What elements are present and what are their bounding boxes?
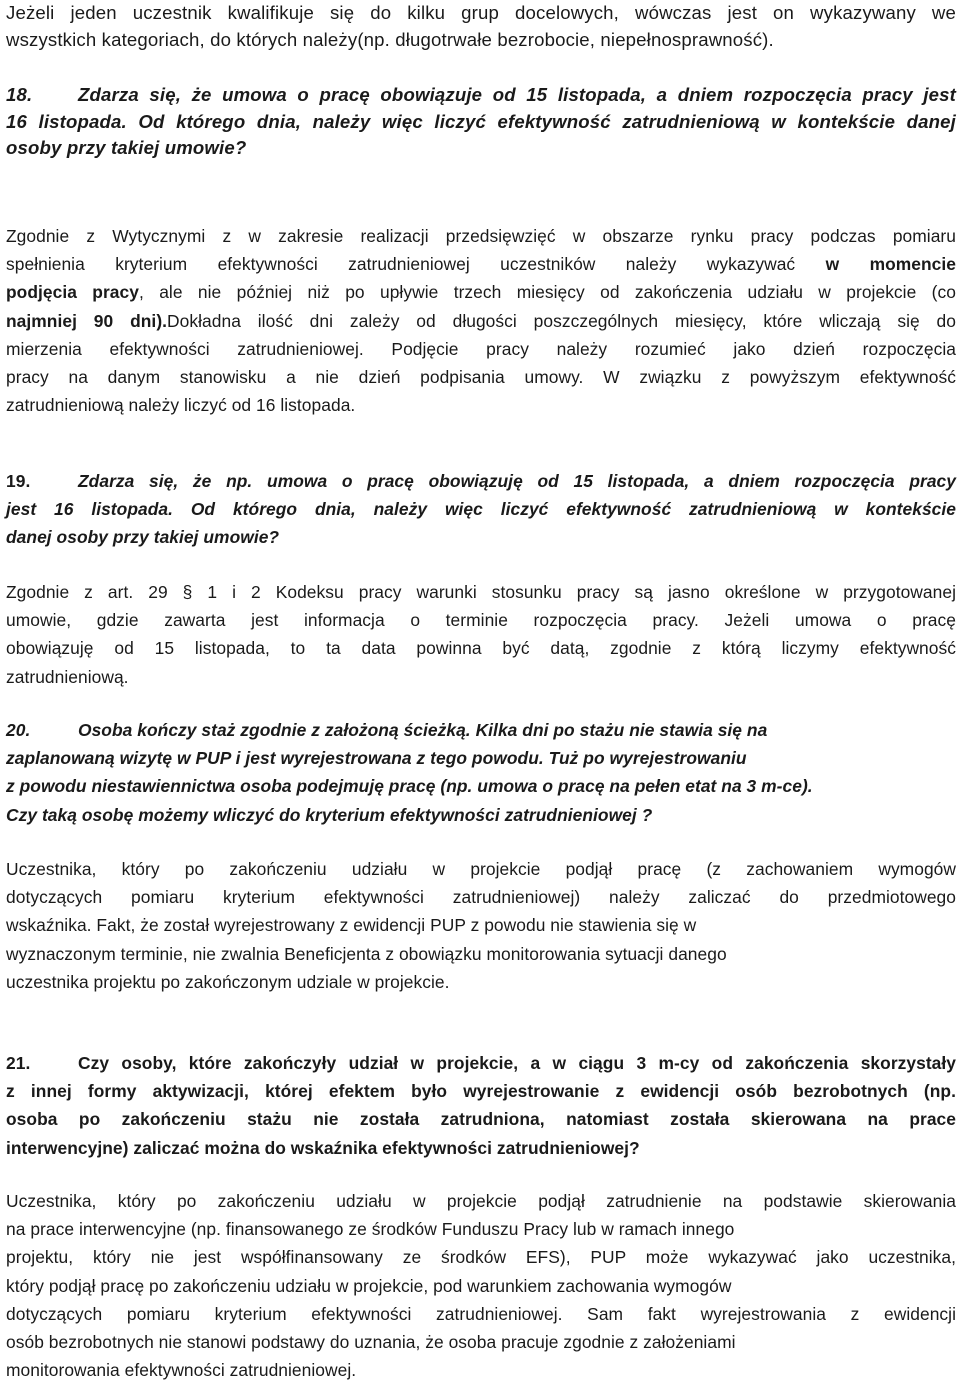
q18-answer-line: mierzenia efektywności zatrudnieniowej. Podjęcie pracy należy rozumieć jako dzień rozpoczęcia xyxy=(6,338,956,359)
q20-question-line: z powodu niestawiennictwa osoba podejmuję pracę (np. umowa o pracę na pełen etat na 3 m-ce). xyxy=(6,776,813,797)
q20-answer-line: Uczestnika, który po zakończeniu udziału w projekcie podjął pracę (z zachowaniem wymogów xyxy=(6,859,956,879)
q20-question-line: zaplanowaną wizytę w PUP i jest wyrejestrowana z tego powodu. Tuż po wyrejestrowaniu xyxy=(6,748,747,769)
q19-answer-line: zatrudnieniową. xyxy=(6,666,129,687)
q21-answer-line: dotyczących pomiaru kryterium efektywności zatrudnieniowej. Sam fakt wyrejestrowania z ewidencji xyxy=(6,1303,956,1324)
q21-question-line: z innej formy aktywizacji, której efektem było wyrejestrowanie z ewidencji osób bezrobotnych (np. xyxy=(6,1081,956,1102)
q21-question xyxy=(6,1049,956,1162)
q21-answer-line: który podjął pracę po zakończeniu udziału w projekcie, pod warunkiem zachowania wymogów xyxy=(6,1275,732,1296)
q18-answer-line: najmniej 90 dni).Dokładna ilość dni zależy od długości poszczególnych miesięcy, które wliczają się do xyxy=(6,310,956,331)
q18-question-line: 18. Zdarza się, że umowa o pracę obowiązuje od 15 listopada, a dniem rozpoczęcia pracy jest xyxy=(6,82,956,109)
q20-number: 20. xyxy=(6,720,31,740)
q18-answer-line: podjęcia pracy, ale nie później niż po upływie trzech miesięcy od zakończenia udziału w projekcie (co xyxy=(6,282,956,303)
q20-question xyxy=(6,716,956,829)
q18-number: 18. xyxy=(6,84,33,105)
q21-question-line: 21. Czy osoby, które zakończyły udział w projekcie, a w ciągu 3 m-cy od zakończenia skorzystały xyxy=(6,1049,956,1077)
q20-answer xyxy=(6,855,956,996)
q20-question-line: 20. Osoba kończy staż zgodnie z założoną ścieżką. Kilka dni po stażu nie stawia się na xyxy=(6,716,956,744)
q18-question-line: 16 listopada. Od którego dnia, należy więc liczyć efektywność zatrudnieniową w kontekście danej xyxy=(6,110,956,132)
q19-question-line: danej osoby przy takiej umowie? xyxy=(6,527,280,548)
intro-paragraph xyxy=(6,0,956,53)
q18-question xyxy=(6,82,956,162)
section-symbol: § xyxy=(182,582,193,602)
q20-answer-line: wyznaczonym terminie, nie zwalnia Beneficjenta z obowiązku monitorowania sytuacji danego xyxy=(6,943,727,964)
q21-answer-line: osób bezrobotnych nie stanowi podstawy do uznania, że osoba pracuje zgodnie z założeniami xyxy=(6,1332,736,1353)
q18-answer xyxy=(6,222,956,419)
q21-number: 21. xyxy=(6,1053,31,1073)
q21-question-line: interwencyjne) zaliczać można do wskaźnika efektywności zatrudnieniowej? xyxy=(6,1137,640,1158)
q21-answer-line: na prace interwencyjne (np. finansowanego ze środków Funduszu Pracy lub w ramach innego xyxy=(6,1219,735,1240)
q20-question-line: Czy taką osobę możemy wliczyć do kryterium efektywności zatrudnieniowej ? xyxy=(6,804,653,825)
q19-answer-line: Zgodnie z art. 29 § 1 i 2 Kodeksu pracy warunki stosunku pracy są jasno określone w przygotowanej xyxy=(6,582,956,602)
q19-question xyxy=(6,467,956,552)
q19-number: 19. xyxy=(6,471,31,491)
intro-line: Jeżeli jeden uczestnik kwalifikuje się do kilku grup docelowych, wówczas jest on wykazywany we xyxy=(6,2,956,23)
q21-question-line: osoba po zakończeniu stażu nie została zatrudniona, natomiast została skierowana na prace xyxy=(6,1109,956,1130)
q20-answer-line: dotyczących pomiaru kryterium efektywności zatrudnieniowej) należy zaliczać do przedmiotowego xyxy=(6,887,956,908)
q19-question-line: jest 16 listopada. Od którego dnia, należy więc liczyć efektywność zatrudnieniową w kontekście xyxy=(6,499,957,520)
q21-answer-line: projektu, który nie jest współfinansowany ze środków EFS), PUP może wykazywać jako uczestnika, xyxy=(6,1247,956,1268)
q20-answer-line: uczestnika projektu po zakończonym udziale w projekcie. xyxy=(6,971,450,992)
q19-answer-line: umowie, gdzie zawarta jest informacja o terminie rozpoczęcia pracy. Jeżeli umowa o pracę xyxy=(6,610,956,631)
q19-answer xyxy=(6,578,956,691)
q21-answer-line: monitorowania efektywności zatrudnieniowej. xyxy=(6,1360,357,1381)
q18-answer-line: zatrudnieniową należy liczyć od 16 listopada. xyxy=(6,395,356,416)
q20-answer-line: wskaźnika. Fakt, że został wyrejestrowany z ewidencji PUP z powodu nie stawienia się w xyxy=(6,915,697,936)
q19-answer-line: obowiązuję od 15 listopada, to ta data powinna być datą, zgodnie z którą liczymy efektywność xyxy=(6,638,956,659)
q18-question-line: osoby przy takiej umowie? xyxy=(6,137,247,158)
q19-question-line: 19. Zdarza się, że np. umowa o pracę obowiązuję od 15 listopada, a dniem rozpoczęcia pracy xyxy=(6,467,956,495)
q21-answer xyxy=(6,1187,956,1384)
q21-answer-line: Uczestnika, który po zakończeniu udziału w projekcie podjął zatrudnienie na podstawie skierowania xyxy=(6,1191,956,1211)
q18-answer-line: Zgodnie z Wytycznymi z w zakresie realizacji przedsięwzięć w obszarze rynku pracy podczas pomiaru xyxy=(6,226,956,246)
intro-line: wszystkich kategoriach, do których należy(np. długotrwałe bezrobocie, niepełnosprawność). xyxy=(6,28,774,50)
q18-answer-line: spełnienia kryterium efektywności zatrudnieniowej uczestników należy wykazywać w momencie xyxy=(6,254,956,275)
q18-answer-line: pracy na danym stanowisku a nie dzień podpisania umowy. W związku z powyższym efektywność xyxy=(6,367,956,388)
